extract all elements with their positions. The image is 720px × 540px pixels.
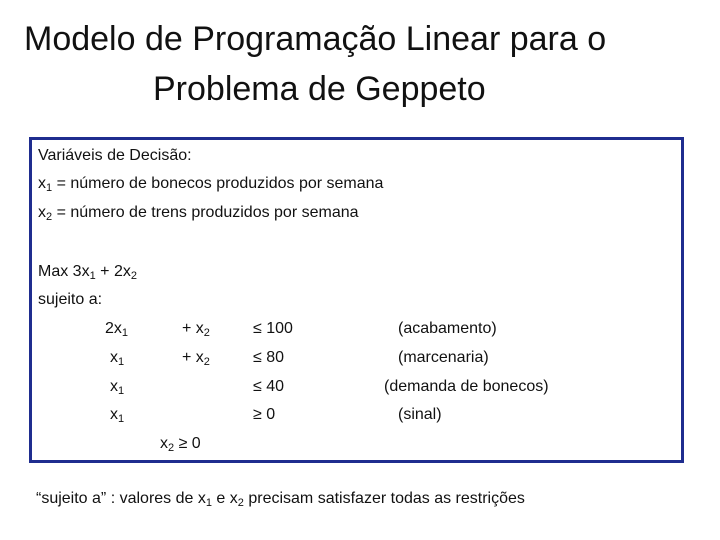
variable-x2-definition (38, 203, 359, 223)
constraint-4-note: (sinal) (398, 406, 442, 423)
footer-part: e x (211, 490, 238, 507)
term-sub: 2 (168, 442, 175, 454)
rhs: ≥ 0 (174, 435, 201, 452)
constraint-1-rhs: ≤ 100 (253, 320, 293, 337)
constraint-4-term-1 (110, 405, 124, 425)
term: x (110, 406, 118, 423)
constraint-3-term-1 (110, 377, 124, 397)
constraint-2-note: (marcenaria) (398, 349, 489, 366)
term-sub: 2 (203, 327, 210, 339)
subject-to-label: sujeito a: (38, 291, 103, 308)
term: x (110, 378, 118, 395)
var-symbol: x (38, 175, 46, 192)
term-sub: 1 (118, 413, 125, 425)
term: 2x (105, 320, 122, 337)
var-symbol: x (38, 204, 46, 221)
term: + x (182, 320, 204, 337)
decision-variables-heading: Variáveis de Decisão: (38, 147, 192, 164)
constraint-2-rhs: ≤ 80 (253, 349, 285, 366)
footer-part: precisam satisfazer todas as restrições (243, 490, 525, 507)
title-line-1: Modelo de Programação Linear para o (24, 20, 607, 58)
var-text: = número de bonecos produzidos por semana (52, 175, 384, 192)
title-line-2: Problema de Geppeto (153, 70, 486, 108)
term: x (110, 349, 118, 366)
objective-sub-2: 2 (130, 270, 137, 282)
objective-mid: + 2x (95, 263, 131, 280)
term-sub: 2 (203, 356, 210, 368)
constraint-3-rhs: ≤ 40 (253, 378, 285, 395)
constraint-3-note: (demanda de bonecos) (384, 378, 549, 395)
constraint-1-term-1 (105, 319, 128, 339)
constraint-2-term-1 (110, 348, 124, 368)
objective-sub-1: 1 (89, 270, 96, 282)
footer-sub: 2 (237, 497, 244, 509)
constraint-4-rhs: ≥ 0 (253, 406, 276, 423)
term: x (160, 435, 168, 452)
constraint-1-note: (acabamento) (398, 320, 497, 337)
constraint-5 (160, 434, 201, 454)
term-sub: 1 (118, 385, 125, 397)
term-sub: 1 (121, 327, 129, 339)
var-subscript: 2 (46, 211, 53, 223)
constraint-1-term-2 (182, 319, 210, 339)
term: + x (182, 349, 204, 366)
var-text: = número de trens produzidos por semana (52, 204, 359, 221)
footer-note (36, 490, 525, 508)
objective-function (38, 262, 137, 282)
term-sub: 1 (118, 356, 125, 368)
footer-part: “sujeito a” : valores de x (36, 490, 206, 507)
footer-sub: 1 (205, 497, 212, 509)
objective-prefix: Max 3x (38, 263, 90, 280)
constraint-2-term-2 (182, 348, 210, 368)
var-subscript: 1 (46, 182, 53, 194)
variable-x1-definition (38, 174, 383, 194)
